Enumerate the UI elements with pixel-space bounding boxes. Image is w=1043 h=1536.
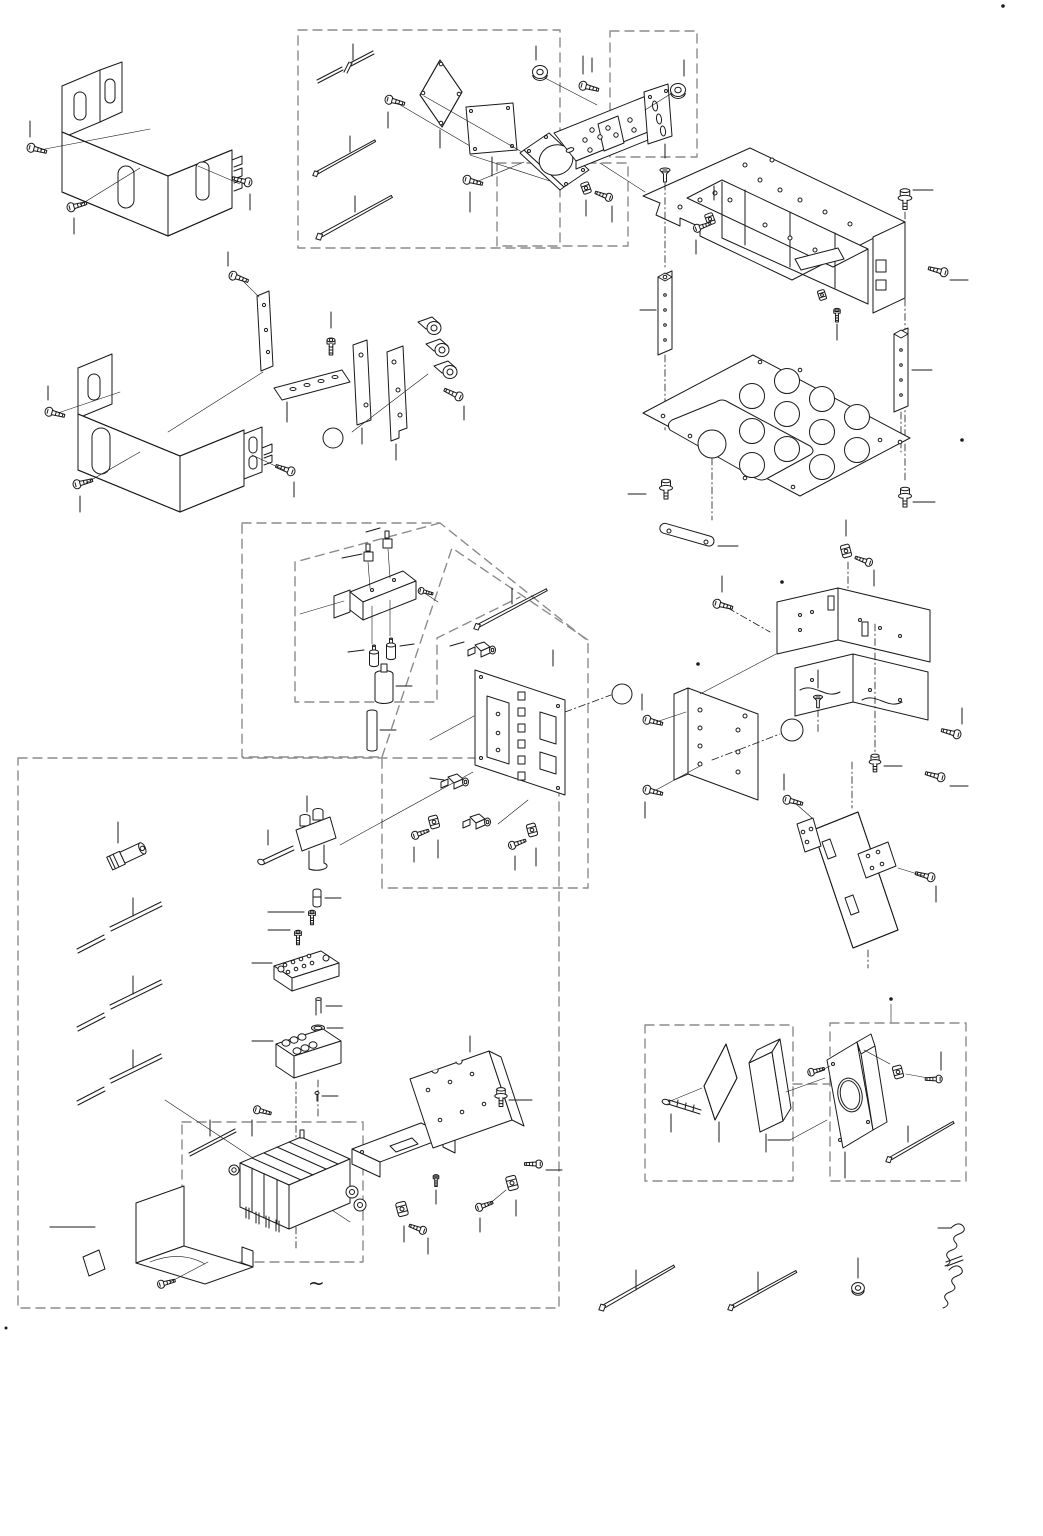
top-frame-plate <box>643 148 905 313</box>
standoff-posts-and-hole-plate <box>628 271 935 547</box>
fan-assembly-bottom-right <box>661 1034 956 1178</box>
tilde-symbol: ~ <box>308 1271 325 1295</box>
cable-ties-and-spiral-wrap <box>597 1224 965 1313</box>
perforated-bracket-top-left <box>62 62 242 236</box>
coupler-fitting <box>107 822 148 870</box>
perforated-t-plate <box>782 762 936 968</box>
solenoid-valve-group <box>300 528 438 751</box>
y-block-fitting <box>257 796 336 870</box>
balloon-circle-1 <box>323 428 343 448</box>
tube-pairs <box>77 898 162 1105</box>
balloon-circle-2 <box>612 684 632 704</box>
balloon-circle-3 <box>781 719 803 741</box>
rail-and-connector-group <box>168 252 464 460</box>
fan-guard-mesh-plate-top <box>420 60 462 148</box>
perforated-bracket-mid-left <box>78 354 272 512</box>
side-box-bracket-group <box>642 520 968 818</box>
fan-guard-and-bracket-group <box>424 56 672 192</box>
